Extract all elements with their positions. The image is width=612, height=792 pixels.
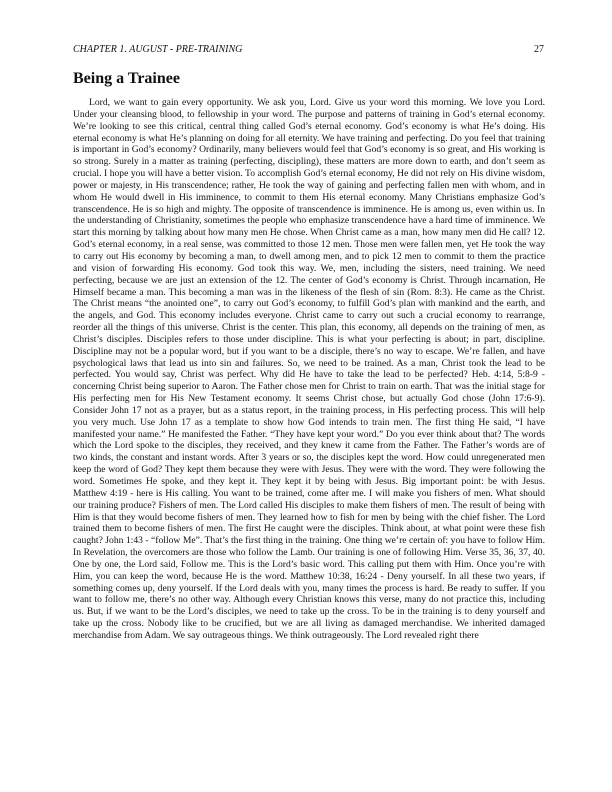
body-paragraph: Lord, we want to gain every opportunity. We ask you, Lord. Give us your word this morning. We love you Lord. Under your cleansing blood, to fellowship in your word. The purpose and patterns of training in God’s eternal economy. We’re looking to see this critical, central thing called God’s eternal economy. God’s economy is what He’s doing. His eternal economy is what He’s planning on doing for all eternity. We have training and perfecting. Do you feel that training is important in God’s economy? Ordinarily, many believers would feel that God’s economy is so great, and His working is so strong. Surely in a matter as training (perfecting, discipling), these matters are more down to earth, and don’t seem as crucial. I hope you will have a better vision. To accomplish God’s eternal economy, He did not rely on His divine wisdom, power or majesty, in His transcendence; rather, He took the way of gaining and perfecting fallen men with whom, and in whom He would dwell in His imminence, to commit to them His eternal economy. Many Christians emphasize God’s transcendence. He is so high and mighty. The opposite of transcendence is imminence. He is among us, even within us. In the understanding of Christianity, sometimes the people who emphasize transcendence have a hard time of imminence. We start this morning by talking about how many men He chose. When Christ came as a man, how many men did He call? 12. God’s eternal economy, in a real sense, was committed to those 12 men. Those men were fallen men, yet He took the way to carry out His economy by becoming a man, to dwell among men, and to pick 12 men to commit to them the practice and vision of forwarding His economy. God took this way. We, men, including the sisters, need training. We need perfecting, because we are just an extension of the 12. The center of God’s economy is Christ. Through incarnation, He Himself became a man. This becoming a man was in the likeness of the flesh of sin (Rom. 8:3). He came as the Christ. The Christ means “the anointed one”, to carry out God’s economy, to fulfill God’s plan with mankind and the earth, and the angels, and God. This economy includes everyone. Christ came to carry out such a crucial economy to rearrange, reorder all the things of this universe. Christ is the center. This plan, this economy, all depends on the training of men, as Christ’s disciples. Disciples refers to those under discipline. This is what your perfecting is about; in part, discipline. Discipline may not be a popular word, but if you want to be a disciple, there’s no way to escape. We’re fallen, and have psychological laws that lead us into sin and failures. So, we need to be trained. As a man, Christ took the lead to be perfected. You would say, Christ was perfect. Why did He have to take the lead to be perfected? Heb. 4:14, 5:8-9 - concerning Christ being superior to Aaron. The Father chose men for Christ to train on earth. That was the initial stage for His perfecting men for His New Testament economy. It seems Christ chose, but actually God chose (John 17:6-9). Consider John 17 not as a prayer, but as a status report, in the training process, in His perfecting process. This will help you very much. Use John 17 as a template to show how God intends to train men. The first thing He said, “I have manifested your name.” He manifested the Father. “They have kept your word.” Do you ever think about that? The words which the Lord spoke to the disciples, they received, and they knew it came from the Father. The Father’s words are of two kinds, the constant and instant words. After 3 years or so, the disciples kept the word. How could unregenerated men keep the word of God? They kept them because they were with Jesus. They were with the word. They were following the word. Sometimes He spoke, and they kept it. They kept it by being with Jesus. Big important point: be with Jesus. Matthew 4:19 - here is His calling. You want to be trained, come after me. I will make you fishers of men. What should our training produce? Fishers of men. The Lord called His disciples to make them fishers of men. The result of being with Him is that they would become fishers of men. They learned how to fish for men by being with the chief fisher. The Lord trained them to become fishers of men. The first He caught were the disciples. Think about, at what point were these fish caught? John 1:43 - “follow Me”. That’s the first thing in the training. One thing we’re certain of: you have to follow Him. In Revelation, the overcomers are those who follow the Lamb. Our training is one of following Him. Verse 35, 36, 37, 40. One by one, the Lord said, Follow me. This is the Lord’s basic word. This calling put them with Him. Once you’re with Him, you can keep the word, because He is the word. Matthew 10:38, 16:24 - Deny yourself. In all these two years, if something comes up, deny yourself. If the Lord deals with you, many times the process is hard. Be ready to suffer. If you want to follow me, there’s no other way. Although every Christian knows this verse, many do not practice this, including us. But, if we want to be the Lord’s disciples, we need to take up the cross. To be in the training is to deny yourself and take up the cross. Nobody like to be crucified, but we are all living as damaged merchandise. We inherited damaged merchandise from Adam. We say outrageous things. We think outrageously. The Lord revealed right there [73, 97, 545, 641]
running-head [73, 44, 544, 56]
section-title: Being a Trainee [73, 70, 180, 87]
page-number: 27 [534, 44, 544, 55]
chapter-heading: CHAPTER 1. AUGUST - PRE-TRAINING [73, 44, 243, 55]
